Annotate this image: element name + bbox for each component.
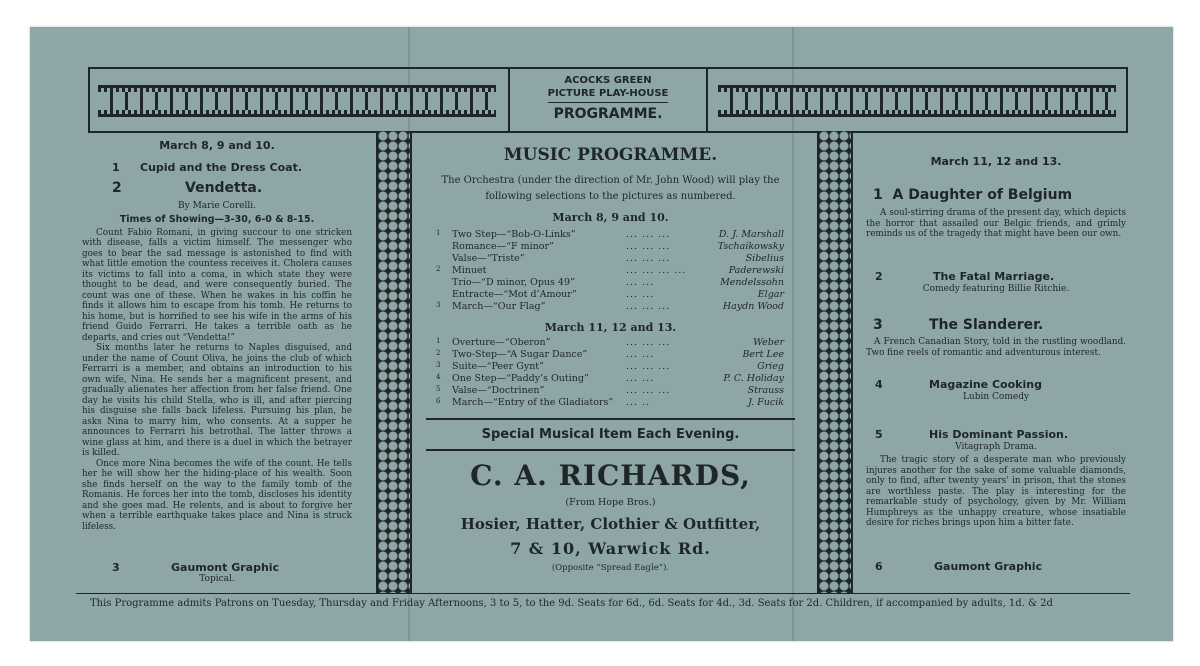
music-dates-2: March 11, 12 and 13. <box>544 321 677 334</box>
ad-opposite: (Opposite “Spread Eagle”). <box>551 563 670 573</box>
right-item-1 <box>873 187 1128 203</box>
right-item-2-number: 2 <box>875 270 883 283</box>
footer-rule <box>76 593 1130 594</box>
music-list-2-row: 1 Overture—“Oberon” ... ... ... Weber <box>436 337 784 348</box>
left-synopsis-1: Count Fabio Romani, in giving succour to one stricken with disease, falls a victim himself. The messenger who goes to bear the sad message is astonished to find with what little emotion the countess receives it. Cholera causes its victims to fall into a coma, in which state they were thought to be dead, and were consequently buried. The count was one of these. When he wakes in his coffin he finds it allows him to escape from his tomb. He returns to his home, but is horrified to see his wife in the arms of his friend Guido Ferrarri. He takes a terrible oath as he departs, and cries out “Vendetta!” <box>82 227 352 343</box>
ornamental-band-right <box>817 131 853 593</box>
music-programme-title: MUSIC PROGRAMME. <box>503 145 718 165</box>
middle-column <box>426 131 795 601</box>
right-item-3-title: The Slanderer. <box>929 317 1044 333</box>
greek-key-border-right <box>718 85 1116 117</box>
right-item-4-title: Magazine Cooking <box>929 378 1042 391</box>
music-list-1-row: 3 March—“Our Flag” ... ... ... Haydn Wood <box>436 301 784 312</box>
left-item-1 <box>82 161 352 174</box>
right-item-2-sub: Comedy featuring Billie Ritchie. <box>922 284 1070 294</box>
left-item-3-number: 3 <box>112 561 120 574</box>
right-item-5-desc: The tragic story of a desperate man who previously injures another for the sake of some valuable diamonds, only to find, after twenty years' in prison, that the stones are worthless paste. The play is interesting for the remarkable study of psychology, given by Mr. William Humphreys as the unhappy creature, whose insatiable desire for riches brings upon him a bitter fate. <box>866 455 1126 528</box>
music-intro: The Orchestra (under the direction of Mr. John Wood) will play the following selections to the pictures as numbered. <box>441 175 780 202</box>
music-list-1-row: 2 Minuet ... ... ... ... Paderewski <box>436 265 784 276</box>
left-item-2-title: Vendetta. <box>185 180 263 196</box>
right-item-3-desc: A French Canadian Story, told in the rustling woodland. Two fine reels of romantic and adventurous interest. <box>866 337 1126 358</box>
right-item-1-title: A Daughter of Belgium <box>892 187 1073 203</box>
right-item-1-number: 1 <box>873 187 883 203</box>
greek-key-border-left <box>98 85 496 117</box>
ad-trade: Hosier, Hatter, Clothier & Outfitter, <box>460 515 761 533</box>
right-item-6-title: Gaumont Graphic <box>934 560 1043 573</box>
programme-sheet <box>30 27 1173 641</box>
music-list-1 <box>436 229 784 315</box>
music-list-2-row: 4 One Step—“Paddy’s Outing” ... ... P. C. Holiday <box>436 373 784 384</box>
music-list-2-row: 2 Two-Step—“A Sugar Dance” ... ... Bert Lee <box>436 349 784 360</box>
left-column <box>82 139 352 532</box>
left-item-3-title: Gaumont Graphic <box>171 561 280 574</box>
music-list-1-row: Romance—“F minor” ... ... ... Tschaikowsky <box>452 241 784 252</box>
music-list-2-row: 5 Valse—“Doctrinen” ... ... ... Strauss <box>436 385 784 396</box>
music-list-2 <box>436 337 784 411</box>
right-item-4-number: 4 <box>875 378 883 391</box>
left-dates: March 8, 9 and 10. <box>159 139 275 152</box>
ad-from: (From Hope Bros.) <box>565 497 656 508</box>
right-item-5-sub: Vitagraph Drama. <box>955 442 1037 452</box>
footer-text: This Programme admits Patrons on Tuesday, Thursday and Friday Afternoons, 3 to 5, to the 9d. Seats for 6d., 6d. Seats for 4d., 3d. Seats for 2d. Children, if accompanied by adults, 1d. & 2d <box>90 598 1053 609</box>
music-list-1-row: Valse—“Triste” ... ... ... Sibelius <box>452 253 784 264</box>
header-frame <box>88 67 1128 133</box>
music-list-1-row: Trio—“D minor, Opus 49” ... ... Mendelssohn <box>452 277 784 288</box>
left-item-2 <box>82 180 352 198</box>
music-dates-1: March 8, 9 and 10. <box>552 211 669 224</box>
header-rule <box>548 102 668 103</box>
left-item-1-title: Cupid and the Dress Coat. <box>140 161 303 174</box>
left-item-1-number: 1 <box>112 161 120 174</box>
header-title: PROGRAMME. <box>553 106 663 122</box>
music-list-2-row: 3 Suite—“Peer Gynt” ... ... ... Grieg <box>436 361 784 372</box>
ornamental-band-left <box>376 131 412 593</box>
left-item-2-number: 2 <box>112 180 122 196</box>
right-item-5-title: His Dominant Passion. <box>929 428 1069 441</box>
right-item-2-title: The Fatal Marriage. <box>933 270 1055 283</box>
left-synopsis-2: Six months later he returns to Naples disguised, and under the name of Count Oliva, he joins the club of which Ferrarri is a member, and obtains an introduction to his own wife, Nina. He sends her a magnificent present, and gradually alienates her affection from her false friend. One day he visits his child Stella, who is ill, and after piercing his disguise she falls back lifeless. Pursuing his plan, he asks Nina to marry him, who consents. At a supper he announces to Ferrarri his betrothal. The latter throws a wine glass at him, and there is a duel in which the betrayer is killed. <box>82 343 352 459</box>
right-dates: March 11, 12 and 13. <box>930 155 1062 168</box>
ad-address: 7 & 10, Warwick Rd. <box>510 539 711 558</box>
music-list-1-row: 1 Two Step—“Bob-O-Links” ... ... ... D. J. Marshall <box>436 229 784 240</box>
right-item-1-desc: A soul-stirring drama of the present day, which depicts the horror that assailed our Belgic friends, and grimly reminds us of the tragedy that might have been our own. <box>866 208 1126 239</box>
header-line-2: PICTURE PLAY-HOUSE <box>547 88 669 99</box>
left-item-3-sub: Topical. <box>199 574 235 584</box>
music-divider-2 <box>426 449 795 451</box>
right-item-6-number: 6 <box>875 560 883 573</box>
ad-business-name: C. A. RICHARDS, <box>470 459 751 492</box>
music-list-1-row: Entracte—“Mot d’Amour” ... ... Elgar <box>452 289 784 300</box>
right-item-5-number: 5 <box>875 428 883 441</box>
special-musical-item: Special Musical Item Each Evening. <box>481 427 740 442</box>
left-item-2-author: By Marie Corelli. <box>178 201 256 211</box>
music-divider-1 <box>426 418 795 420</box>
left-synopsis-3: Once more Nina becomes the wife of the count. He tells her he will show her the hiding-place of his wealth. Soon she finds herself on the way to the family tomb of the Romanis. He forces her into the tomb, discloses his identity and she goes mad. He relents, and is about to forgive her when a terrible earthquake takes place and Nina is struck lifeless. <box>82 458 352 532</box>
header-title-block <box>508 69 708 131</box>
music-list-2-row: 6 March—“Entry of the Gladiators” ... .. J. Fucik <box>436 397 784 408</box>
right-item-4-sub: Lubin Comedy <box>962 392 1030 402</box>
header-line-1: ACOCKS GREEN <box>564 75 652 86</box>
left-item-2-times: Times of Showing—3-30, 6-0 & 8-15. <box>119 213 315 225</box>
right-item-3-number: 3 <box>873 317 883 333</box>
